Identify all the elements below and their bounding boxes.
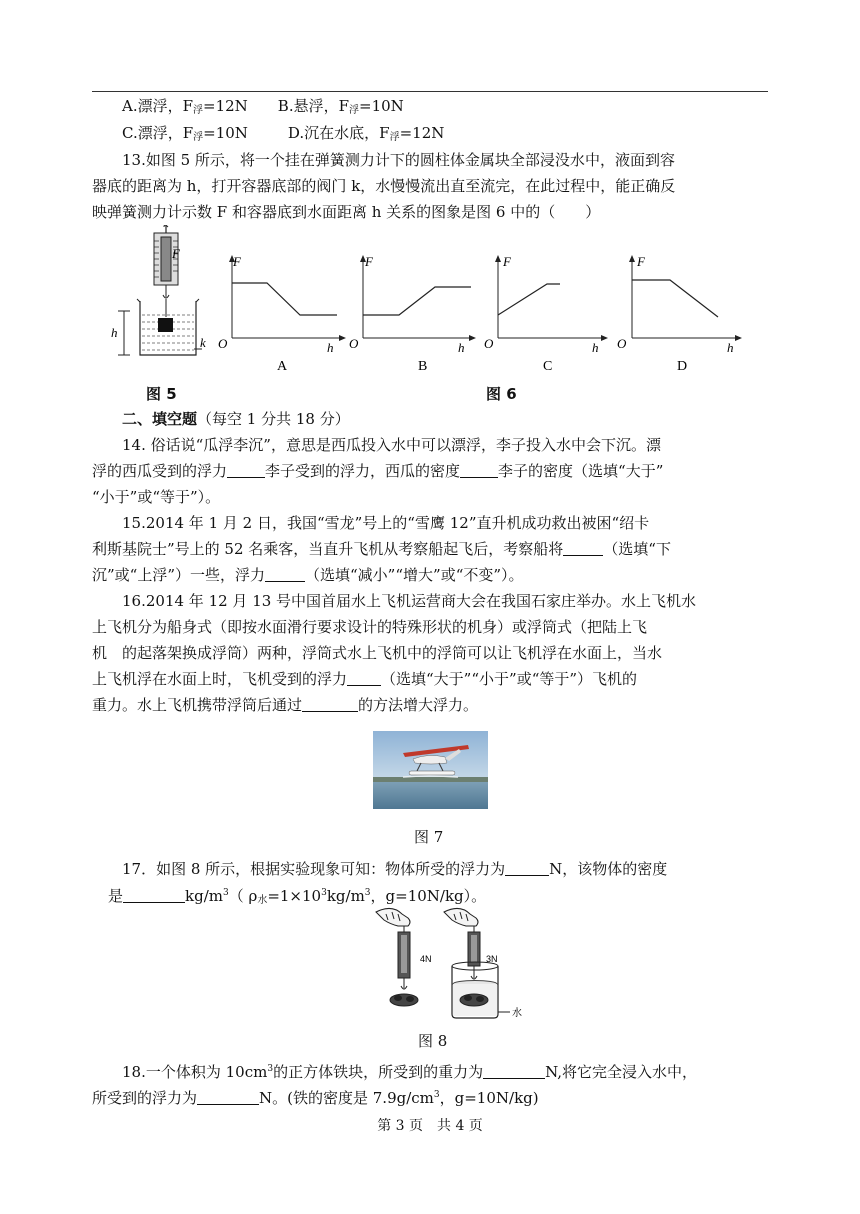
figure-8-experiment bbox=[362, 904, 532, 1024]
q16-blank-2[interactable] bbox=[302, 697, 358, 712]
q16-line5: 重力。水上飞机携带浮筒后通过 的方法增大浮力。 bbox=[92, 696, 479, 714]
svg-text:h: h bbox=[458, 340, 465, 355]
svg-text:O: O bbox=[617, 336, 627, 351]
figure-5-caption: 图 5 bbox=[146, 385, 177, 403]
page-footer: 第 3 页 共 4 页 bbox=[377, 1118, 483, 1134]
graph-c-label: C bbox=[543, 359, 553, 374]
q16-line3: 机 的起落架换成浮筒）两种，浮筒式水上飞机中的浮筒可以让飞机浮在水面上，当水 bbox=[92, 644, 663, 662]
q13-line1: 13.如图 5 所示，将一个挂在弹簧测力计下的圆柱体金属块全部浸没水中，液面到容 bbox=[122, 151, 675, 169]
svg-text:h: h bbox=[727, 340, 734, 355]
q14-line3: “小于”或“等于”）。 bbox=[92, 488, 221, 506]
q18-blank-2[interactable] bbox=[197, 1090, 259, 1105]
svg-text:h: h bbox=[592, 340, 599, 355]
q17-line2: 是 $kg/m^3$（ $\rho_水=1\times 10^3kg/m^3$，g=10N/kg）。 bbox=[108, 887, 487, 906]
header-rule bbox=[92, 91, 768, 92]
q13-line3: 映弹簧测力计示数 F 和容器底到水面距离 h 关系的图象是图 6 中的（ ） bbox=[92, 203, 601, 221]
q12-options-row2: C.漂浮，$F_浮=10N$ D.沉在水底，$F_浮=12N$ bbox=[122, 124, 445, 143]
graph-a-label: A bbox=[277, 359, 288, 374]
q18-line1: 18.一个体积为 $10cm^3$的正方体铁块，所受到的重力为 N,将它完全浸入水中， bbox=[122, 1063, 698, 1081]
fig5-h-label: h bbox=[111, 325, 118, 340]
q15-line2: 利斯基院士”号上的 52 名乘客，当直升飞机从考察船起飞后，考察船将 （选填“下 bbox=[92, 540, 671, 558]
figure-5-spring-scale bbox=[110, 225, 210, 365]
q16-line4: 上飞机浮在水面上时，飞机受到的浮力 （选填“大于”“小于”或“等于”）飞机的 bbox=[92, 670, 638, 688]
q15-line1: 15.2014 年 1 月 2 日，我国“雪龙”号上的“雪鹰 12”直升机成功救出被困“绍卡 bbox=[122, 514, 650, 532]
q18-line2: 所受到的浮力为 N。(铁的密度是 $7.9g/cm^3$，g=10N/kg) bbox=[92, 1089, 539, 1107]
graph-a bbox=[218, 254, 343, 374]
graph-b-label: B bbox=[418, 359, 428, 374]
svg-text:F: F bbox=[365, 254, 373, 269]
figure-7-caption: 图 7 bbox=[414, 828, 444, 846]
svg-text:O: O bbox=[484, 336, 494, 351]
graph-c bbox=[484, 254, 605, 374]
q17-blank-2[interactable] bbox=[123, 888, 185, 903]
q14-line1: 14. 俗话说“瓜浮李沉”，意思是西瓜投入水中可以漂浮，李子投入水中会下沉。漂 bbox=[122, 436, 661, 454]
graph-d bbox=[617, 254, 739, 374]
svg-text:F: F bbox=[503, 254, 511, 269]
q15-line3: 沉”或“上浮”）一些，浮力 （选填“减小”“增大”或“不变”）。 bbox=[92, 566, 524, 584]
q18-blank-1[interactable] bbox=[483, 1064, 545, 1079]
q16-line1: 16.2014 年 12 月 13 号中国首届水上飞机运营商大会在我国石家庄举办。水上飞机水 bbox=[122, 592, 697, 610]
q14-blank-1[interactable] bbox=[227, 463, 265, 478]
q12-options-row1: A.漂浮，$F_浮=12N$ B.悬浮，$F_浮=10N$ bbox=[122, 97, 404, 116]
figure-6-caption: 图 6 bbox=[486, 385, 517, 403]
q15-blank-1[interactable] bbox=[563, 541, 603, 556]
svg-text:O: O bbox=[349, 336, 359, 351]
water-label: 水 bbox=[512, 1008, 522, 1019]
q17-blank-1[interactable] bbox=[505, 861, 549, 876]
figure-7-seaplane-photo bbox=[373, 731, 488, 809]
spring-scale-1-reading: 4N bbox=[420, 954, 432, 964]
q17-line1: 17．如图 8 所示，根据实验现象可知：物体所受的浮力为 N，该物体的密度 bbox=[122, 860, 668, 878]
svg-text:F: F bbox=[233, 254, 241, 269]
fig5-F-label: F bbox=[172, 246, 180, 261]
figure-8-caption: 图 8 bbox=[418, 1032, 448, 1050]
q15-blank-2[interactable] bbox=[265, 567, 305, 582]
svg-text:h: h bbox=[327, 340, 334, 355]
graph-d-label: D bbox=[677, 359, 688, 374]
q13-line2: 器底的距离为 h，打开容器底部的阀门 k，水慢慢流出直至流完，在此过程中，能正确反 bbox=[92, 177, 676, 195]
svg-text:F: F bbox=[637, 254, 645, 269]
q16-line2: 上飞机分为船身式（即按水面滑行要求设计的特殊形状的机身）或浮筒式（把陆上飞 bbox=[92, 618, 648, 636]
fig5-k-label: k bbox=[200, 335, 206, 350]
figure-6-graphs bbox=[215, 248, 755, 378]
q14-blank-2[interactable] bbox=[460, 463, 498, 478]
graph-b bbox=[349, 254, 473, 374]
q14-line2: 浮的西瓜受到的浮力 李子受到的浮力，西瓜的密度 李子的密度（选填“大于” bbox=[92, 462, 664, 480]
q16-blank-1[interactable] bbox=[347, 671, 381, 686]
svg-text:O: O bbox=[218, 336, 228, 351]
section-2-heading: 二、填空题（每空 1 分共 18 分） bbox=[122, 410, 350, 428]
spring-scale-2-reading: 3N bbox=[486, 954, 498, 964]
